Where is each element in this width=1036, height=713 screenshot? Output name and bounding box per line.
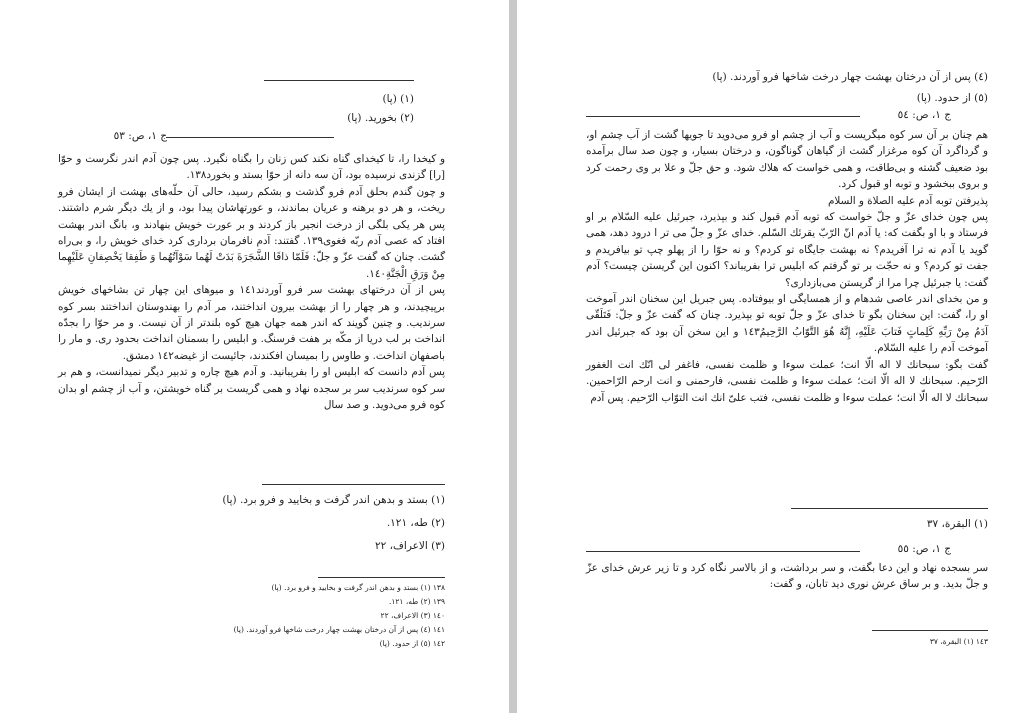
left-body-text bbox=[58, 151, 445, 414]
footnote: (٣) الاعراف، ٢٢ bbox=[375, 540, 445, 552]
right-page bbox=[517, 0, 1036, 713]
section-heading: پذیرفتن توبه آدم علیه الصلاة و السلام bbox=[827, 194, 988, 207]
paragraph: و من بخدای اندر عاصی شدهام و از همسایگی او بیوفتاده. پس جبریل این سخنان اندر آموخت او را، گفت: این سخنان بگو تا خدای عزّ و جلّ توبه تو بپذیرد. چنان که گفت عزّ و جلّ: فَتَلَقّی آدَمُ مِنْ رَبِّهِ کَلِماتٍ فَتابَ عَلَیْهِ، إِنَّهُ هُوَ التَّوّابُ الرَّحِیمُ١٤٣ و این سخن آن بود که جبرئیل اندر آموخت آدم را علیه السّلام. bbox=[586, 293, 988, 355]
note-line: (٥) از حدود. (پا) bbox=[916, 92, 988, 104]
footnote-separator bbox=[791, 508, 988, 509]
note-line: (٢) بخورید. (پا) bbox=[347, 112, 414, 124]
footnote: (٢) طه، ١٢١. bbox=[386, 517, 445, 529]
right-body-text-2 bbox=[586, 560, 988, 593]
note-line: (٤) پس از آن درختان بهشت چهار درخت شاخها فرو آوردند. (پا) bbox=[712, 71, 988, 83]
small-note: ١٣٨ (١) بستد و بدهن اندر گرفت و بخایید و فرو برد. (پا) bbox=[271, 583, 445, 592]
page-ref-line bbox=[586, 116, 860, 117]
small-note-separator bbox=[318, 577, 445, 578]
page-ref: ج ١، ص: ٥٥ bbox=[897, 543, 951, 555]
left-page bbox=[0, 0, 509, 713]
footnote-separator bbox=[262, 484, 445, 485]
small-note-separator bbox=[872, 630, 988, 631]
small-note: ١٤٠ (٣) الاعراف، ٢٢ bbox=[380, 611, 445, 620]
page-ref: ج ١، ص: ٥٤ bbox=[897, 109, 951, 121]
right-body-text bbox=[586, 127, 988, 406]
paragraph: و چون گندم بحلق آدم فرو گذشت و بشکم رسید، حالی آن حلّه‌های بهشت از ایشان فرو ریخت، و هر دو برهنه و عریان بماندند، و عورتهاشان پیدا بود، و از یك دیگر شرم داشتند. پس هر یکی بلگی از درخت انجیر باز کردند و بر عورت خویش بنهادند و، بانگ اندر بهشت افتاد که عصی آدم ربّه فغوی١٣٩. گفتند: آدم نافرمان برداری کرد خدای خویش را، و بی‌راه گشت. چنان که گفت عزّ و جلّ: فَلَمّا ذاقَا الشَّجَرَةَ بَدَتْ لَهُما سَوْآتُهُما وَ طَفِقا یَخْصِفانِ عَلَیْهِما مِنْ وَرَقِ الْجَنَّةِ١٤٠. bbox=[58, 185, 445, 280]
book-gutter bbox=[509, 0, 517, 713]
footnote: (١) البقرة، ٣٧ bbox=[926, 518, 988, 530]
paragraph: سر بسجده نهاد و این دعا بگفت، و سر برداشت، و از بالاسر نگاه کرد و تا زیر عرش خدای عزّ و جلّ بدید. و بر ساق عرش نوری دید تابان، و گفت: bbox=[586, 562, 988, 591]
small-note: ١٤٣ (١) البقرة، ٣٧ bbox=[929, 637, 988, 646]
note-line: (١) (پا) bbox=[382, 93, 414, 105]
small-note: ١٣٩ (٢) طه، ١٢١. bbox=[388, 597, 445, 606]
page-ref: ج ١، ص: ٥٣ bbox=[113, 130, 167, 142]
paragraph: پس آدم دانست که ابلیس او را بفریبانید. و آدم هیچ چاره و تدبیر دیگر نمیدانست، و هم بر سر کوه سرندیب سر بر سجده نهاد و همی گریست بر گناه خویشتن، و آب از چشم او بدان کوه فرو می‌دوید. و صد سال bbox=[58, 366, 445, 412]
page-ref-line bbox=[166, 137, 334, 138]
paragraph: پس از آن درختهای بهشت سر فرو آوردند١٤١ و میوهای این چهار تن بشاخهای خویش برپیچیدند، و هر چهار را از بهشت بیرون انداختند، مر آدم را بهندوستان انداختند بسر کوه سرندیب. و چنین گویند که اندر همه جهان هیچ کوه بلندتر از آن نیست. و مر حوّا را بجدّه انداخت بر لب دریا از مکّه بر هفت فرسنگ. و ابلیس را بسمنان انداخت بحدود ری. و مار را باصفهان انداخت. و طاوس را بمیسان افکندند، جائیست از غیضه١٤٢ دمشق. bbox=[58, 284, 445, 362]
small-note: ١٤١ (٤) پس از آن درختان بهشت چهار درخت شاخها فرو آوردند. (پا) bbox=[233, 625, 445, 634]
paragraph: پس چون خدای عزّ و جلّ خواست که توبه آدم قبول کند و بپذیرد، جبرئیل علیه السّلام بر او فرستاد و با او بگفت که: یا آدم انّ الرّبّ یقرئك السّلم. خدای عزّ و جلّ می تر ا درود دهد، همی گوید یا آدم نه ترا آفریدم؟ نه بهشت جایگاه تو کردم؟ و نه حوّا را از پهلو چپ تو بیافریدم و جفت تو کردم؟ و نه حجّت بر تو گرفتم که ابلیس ترا بفریباند؟ اکنون این گریستن چیست؟ آدم گفت: یا جبرئیل چرا مرا از گریستن می‌بازداری؟ bbox=[586, 211, 988, 289]
paragraph: و کیخدا را، تا کیخدای گناه نکند کس زنان را بگناه نگیرد. پس چون آدم اندر نگرست و حوّا [را] گزندی نرسیده بود، آن سه دانه از حوّا بستد و بخورد١٣٨. bbox=[58, 153, 445, 182]
page-ref-line bbox=[586, 551, 860, 552]
footnote: (١) بستد و بدهن اندر گرفت و بخایید و فرو برد. (پا) bbox=[222, 494, 445, 506]
paragraph: هم چنان بر آن سر کوه میگریست و آب از چشم او فرو می‌دوید تا جویها گشت از آب چشم او، و گرداگرد آن کوه مرغزار گشت از گیاهان گوناگون، و درختان بسیار، و چون صد سال برآمده بود ضعیف گشته و بی‌طاقت، و همی خواست که هلاك شود. و حق جلّ و علا بر وی رحمت کرد و بروی ببخشود و توبه او قبول کرد. bbox=[586, 129, 988, 191]
small-note: ١٤٢ (٥) از حدود. (پا) bbox=[379, 639, 445, 648]
paragraph: گفت بگو: سبحانك لا اله الّا انت؛ عملت سوءا و ظلمت نفسی، فاغفر لی انّك انت الغفور الرّحیم. سبحانك لا اله الّا انت؛ عملت سوءا و ظلمت نفسی، فارحمنی و انت ارحم الرّاحمین. سبحانك لا اله الّا انت؛ عملت سوءا و ظلمت نفسی، فتب علیّ انك انت التوّاب الرّحیم. پس آدم bbox=[586, 358, 988, 404]
separator-line bbox=[264, 80, 414, 81]
